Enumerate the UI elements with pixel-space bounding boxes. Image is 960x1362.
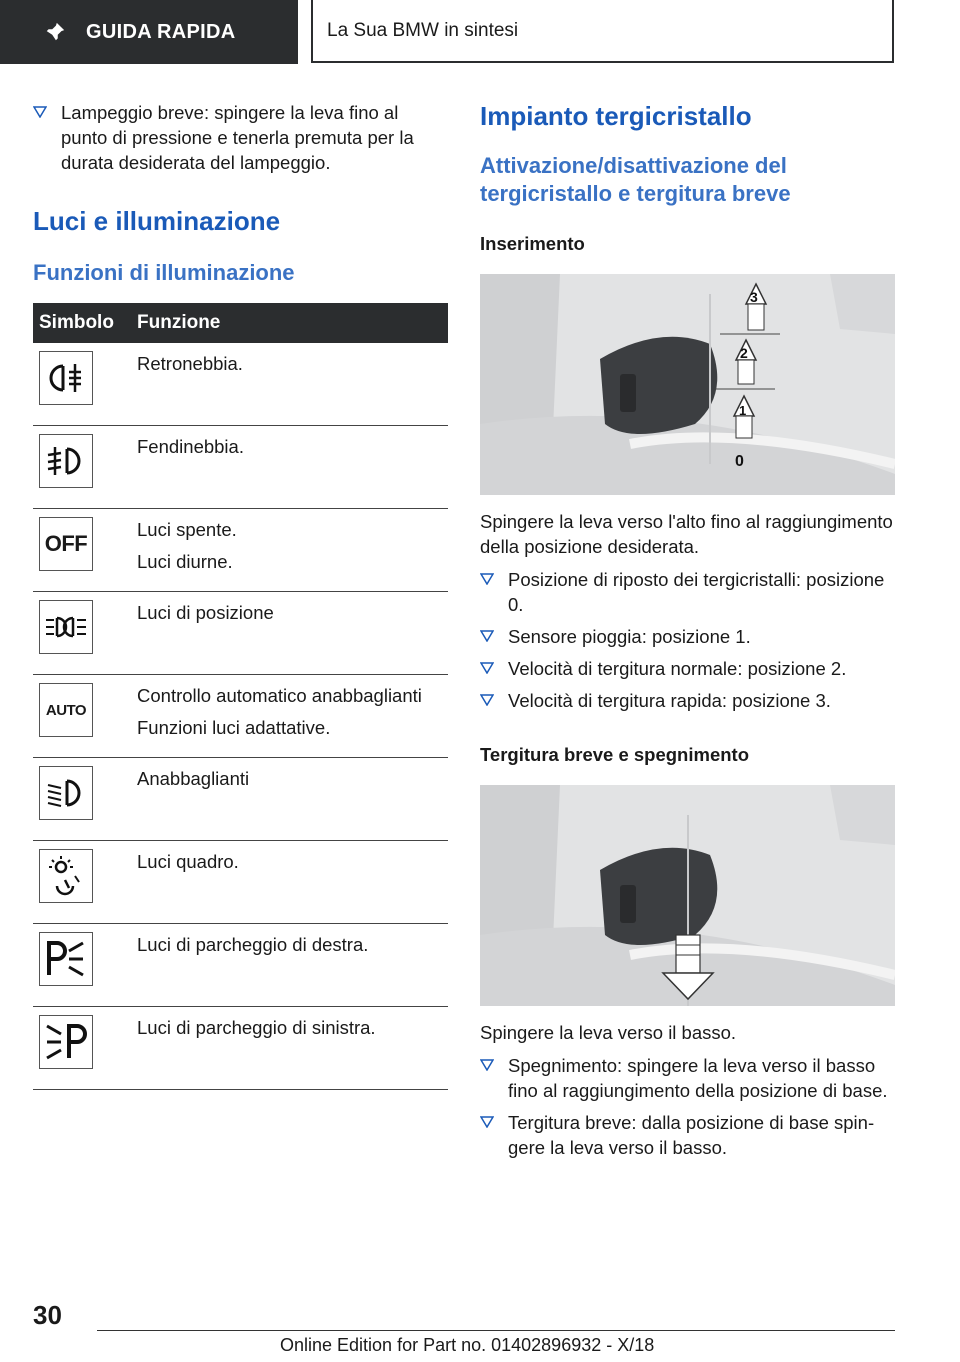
front-fog-light-icon [39, 434, 93, 488]
list-item: Spegnimento: spingere la leva verso il basso fino al raggiungimento della posizione di base. [480, 1053, 896, 1103]
subsection-heading: Attivazione/disattivazione del tergicristallo e tergitura breve [480, 153, 791, 206]
pushpin-icon [44, 21, 66, 43]
rear-fog-light-icon [39, 351, 93, 405]
triangle-bullet-icon [480, 1116, 494, 1128]
list-item: Velocità di tergitura normale: posizione 2. [480, 656, 896, 681]
position-label: 2 [740, 345, 748, 361]
section-heading: Luci e illuminazione [33, 206, 281, 236]
parking-light-left-icon [39, 1015, 93, 1069]
paragraph: Spingere la leva verso l'alto fino al raggiungimento della posizione desiderata. [480, 511, 893, 557]
table-row: Luci di parcheggio di destra. [33, 924, 448, 1007]
parking-light-right-icon [39, 932, 93, 986]
footer-divider [97, 1330, 895, 1331]
section-title: GUIDA RAPIDA [86, 20, 236, 43]
page-number: 30 [33, 1300, 62, 1330]
triangle-bullet-icon [480, 1059, 494, 1071]
position-label: 1 [739, 403, 747, 418]
table-row: Luci quadro. [33, 841, 448, 924]
lights-off-icon: OFF [39, 517, 93, 571]
section-heading: Impianto tergicristallo [480, 101, 752, 131]
side-lights-icon [39, 600, 93, 654]
procedure-heading: Inserimento [480, 233, 585, 254]
list-item: Sensore pioggia: posizione 1. [480, 624, 896, 649]
instrument-lighting-icon [39, 849, 93, 903]
auto-headlight-icon: AUTO [39, 683, 93, 737]
subsection-heading: Funzioni di illuminazione [33, 260, 295, 285]
triangle-bullet-icon [480, 694, 494, 706]
table-row: AUTO Controllo automatico anabbaglianti Funzioni luci adattative. [33, 675, 448, 758]
table-row: Fendinebbia. [33, 426, 448, 509]
paragraph: Spingere la leva verso il basso. [480, 1022, 737, 1043]
triangle-bullet-icon [33, 106, 47, 118]
wiper-lever-down-photo [480, 785, 895, 1006]
triangle-bullet-icon [480, 573, 494, 585]
chapter-title: La Sua BMW in sintesi [327, 19, 519, 41]
chapter-tab [311, 0, 894, 63]
right-column [480, 100, 896, 1167]
column-header-symbol: Simbolo [33, 303, 129, 343]
low-beam-icon [39, 766, 93, 820]
position-label: 0 [735, 453, 744, 470]
triangle-bullet-icon [480, 662, 494, 674]
list-item: Velocità di tergitura rapida: posizione 3. [480, 688, 896, 713]
procedure-heading: Tergitura breve e spegnimento [480, 744, 749, 765]
lighting-functions-table [33, 303, 448, 1090]
column-header-function: Funzione [129, 303, 448, 343]
left-column [33, 100, 448, 1090]
table-row: Retronebbia. [33, 343, 448, 426]
list-item: Posizione di riposto dei tergicristalli: posizione 0. [480, 567, 896, 617]
list-item: Tergitura breve: dalla posizione di base spingere la leva verso il basso. [480, 1110, 896, 1160]
position-label: 3 [750, 289, 758, 305]
edition-note: Online Edition for Part no. 01402896932 - X/18 [280, 1335, 655, 1355]
table-row: Luci di parcheggio di sinistra. [33, 1007, 448, 1090]
list-item: Lampeggio breve: spingere la leva fino al punto di pressione e tenerla premuta per la durata desiderata del lampeggio. [33, 100, 448, 175]
triangle-bullet-icon [480, 630, 494, 642]
section-tab [0, 0, 298, 64]
wiper-lever-up-photo [480, 274, 895, 495]
table-row: Luci di posizione [33, 592, 448, 675]
table-row: OFF Luci spente. Luci diurne. [33, 509, 448, 592]
table-row: Anabbaglianti [33, 758, 448, 841]
